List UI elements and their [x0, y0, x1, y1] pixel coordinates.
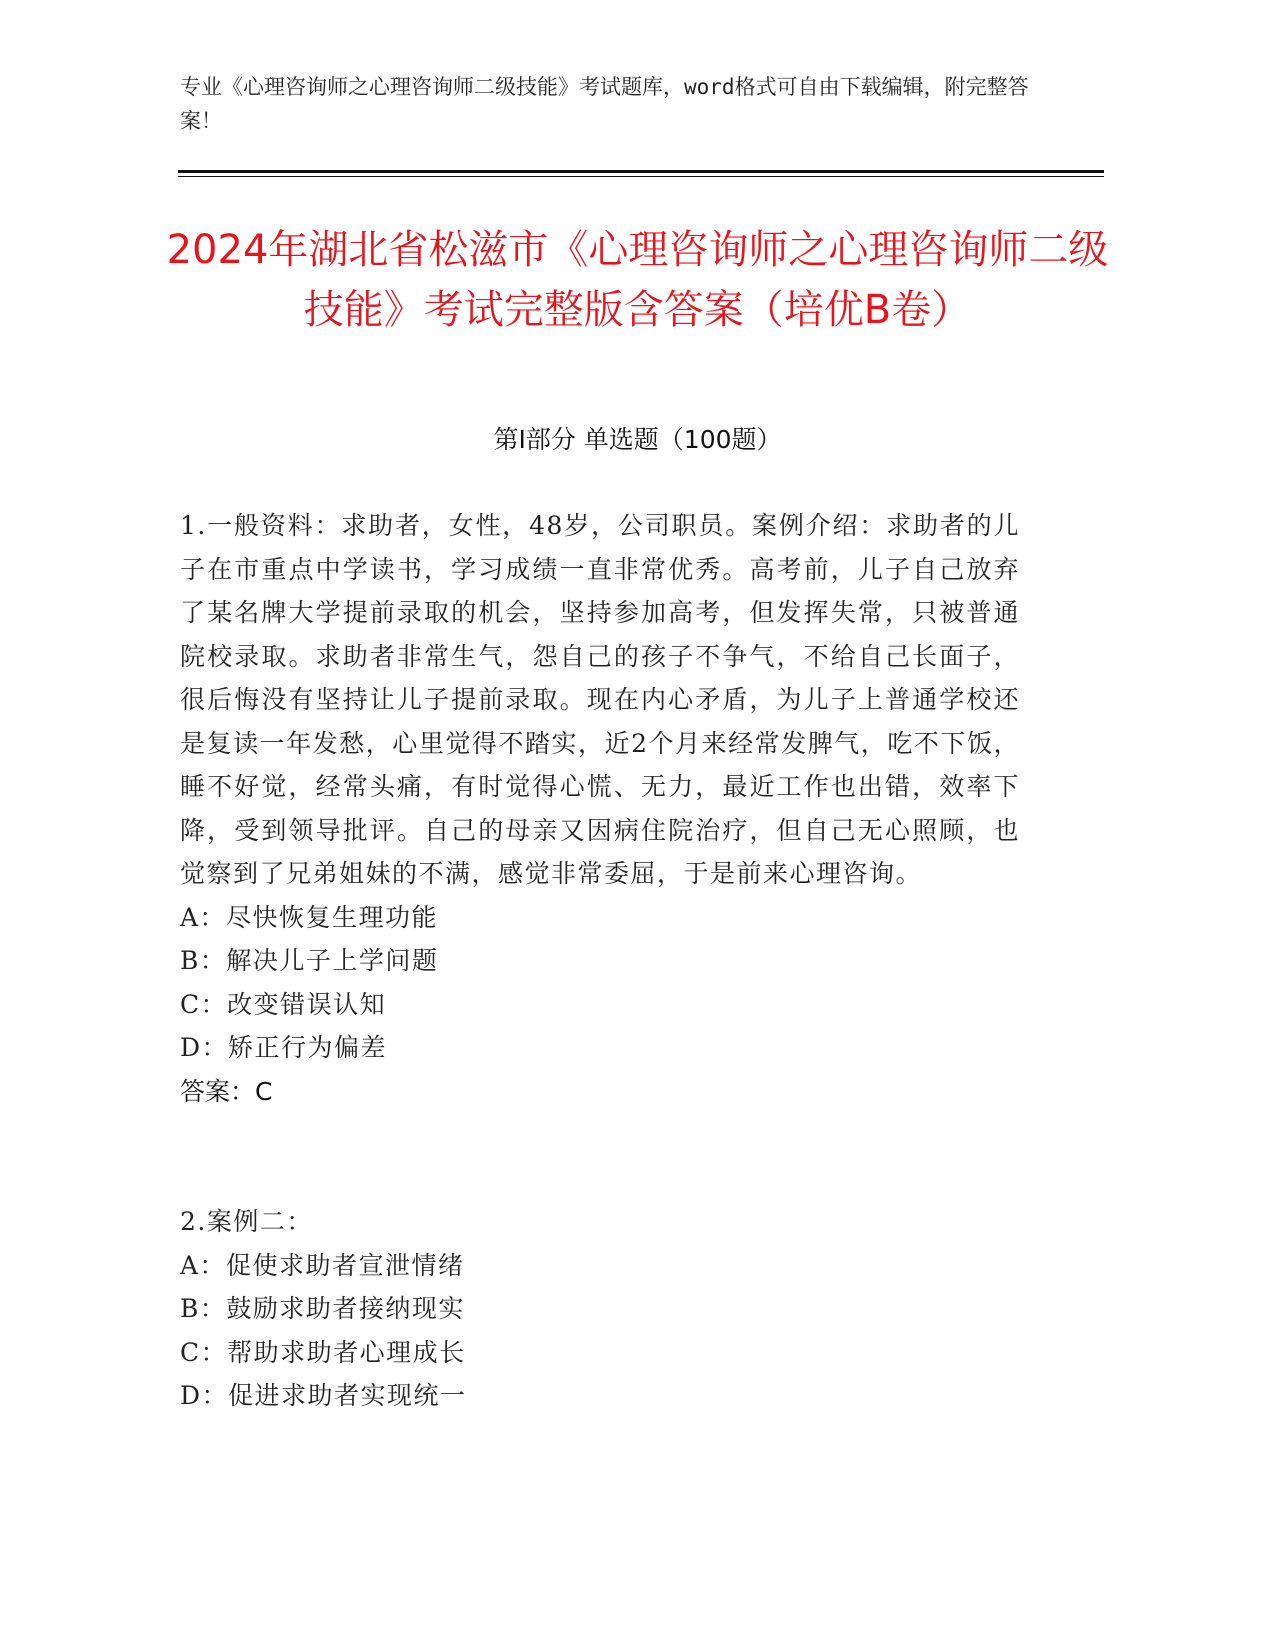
option-c: C：改变错误认知	[180, 989, 387, 1019]
question-1	[180, 504, 1020, 1113]
option-b: B：鼓励求助者接纳现实	[180, 1294, 465, 1323]
option-c: C：帮助求助者心理成长	[180, 1337, 466, 1367]
question-2	[180, 1200, 1020, 1418]
option-d: D：促进求助者实现统一	[180, 1381, 467, 1410]
option-a: A：尽快恢复生理功能	[180, 902, 439, 932]
question-stem: 2.案例二：	[180, 1207, 313, 1236]
document-title: 2024年湖北省松滋市《心理咨询师之心理咨询师二级技能》考试完整版含答案（培优B卷）	[166, 227, 1109, 333]
header-rule-thick	[178, 170, 1104, 173]
option-b: B：解决儿子上学问题	[180, 946, 439, 975]
question-stem: 1.一般资料：求助者，女性，48岁，公司职员。案例介绍：求助者的儿子在市重点中学读书，学习成绩一直非常优秀。高考前，儿子自己放弃了某名牌大学提前录取的机会，坚持参加高考，但发挥失常，只被普通院校录取。求助者非常生气，怨自己的孩子不争气，不给自己长面子，很后悔没有坚持让儿子提前录取。现在内心矛盾，为儿子上普通学校还是复读一年发愁，心里觉得不踏实，近2个月来经常发脾气，吃不下饭，睡不好觉，经常头痛，有时觉得心慌、无力，最近工作也出错，效率下降，受到领导批评。自己的母亲又因病住院治疗，但自己无心照顾，也觉察到了兄弟姐妹的不满，感觉非常委屈，于是前来心理咨询。	[180, 511, 1020, 888]
header-rule-thin	[178, 176, 1104, 177]
option-a: A：促使求助者宣泄情绪	[180, 1250, 465, 1280]
section-heading: 第Ⅰ部分 单选题（100题）	[493, 425, 782, 454]
answer-line: 答案：C	[180, 1076, 273, 1106]
header-note: 专业《心理咨询师之心理咨询师二级技能》考试题库，word格式可自由下载编辑，附完整答案！	[180, 75, 1029, 133]
option-d: D：矫正行为偏差	[180, 1033, 388, 1062]
